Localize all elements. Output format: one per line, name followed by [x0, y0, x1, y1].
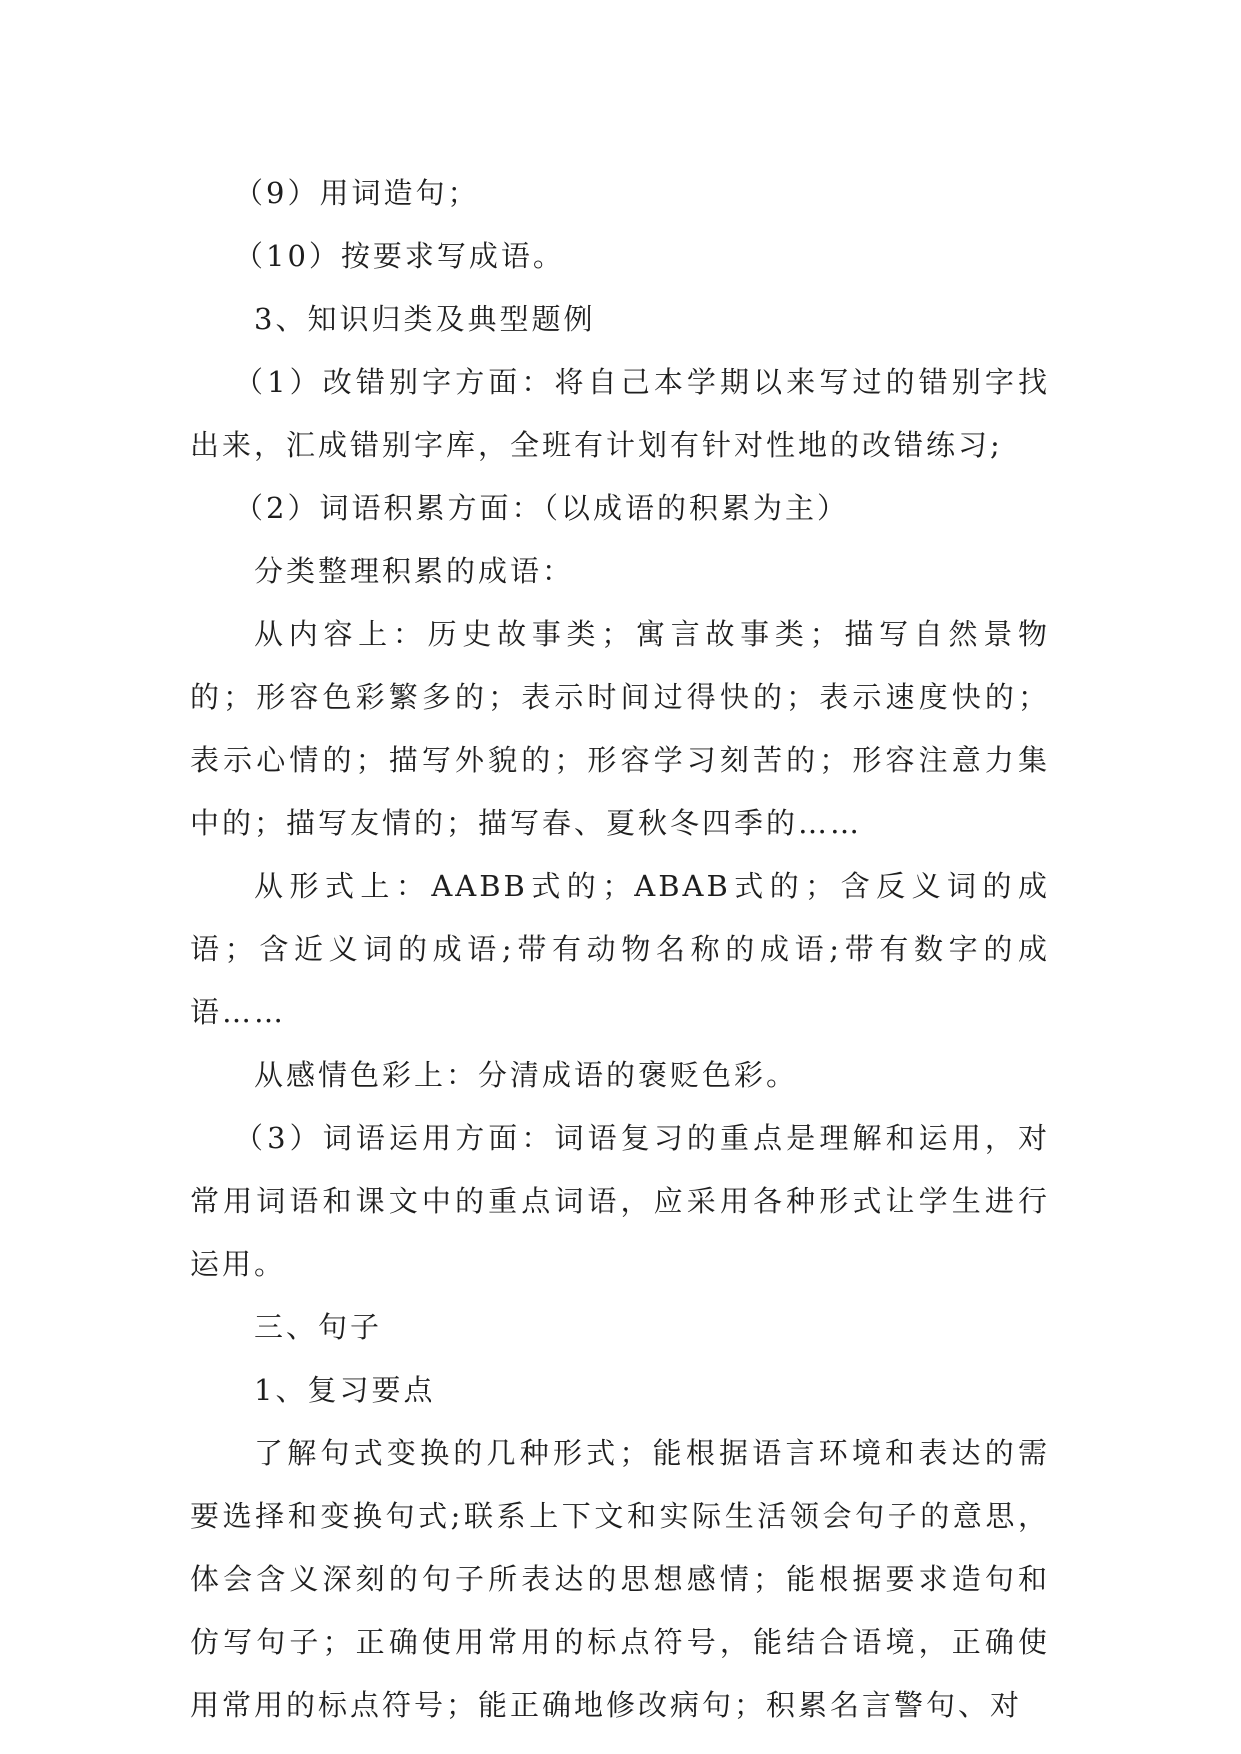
section-heading-review-points: 1、复习要点: [254, 1373, 436, 1407]
paragraph-by-emotion: 从感情色彩上：分清成语的褒贬色彩。: [254, 1058, 799, 1092]
paragraph-item-9: （9）用词造句；: [234, 176, 480, 210]
paragraph-word-usage: （3）词语运用方面：词语复习的重点是理解和运用，对常用词语和课文中的重点词语，应采用各种形式让学生进行运用。: [190, 1121, 1050, 1281]
document-body: [190, 162, 1050, 1737]
paragraph-vocabulary: （2）词语积累方面：（以成语的积累为主）: [234, 491, 849, 525]
paragraph-item-10: （10）按要求写成语。: [234, 239, 565, 273]
paragraph-review-points: 了解句式变换的几种形式；能根据语言环境和表达的需要选择和变换句式;联系上下文和实际生活领会句子的意思，体会含义深刻的句子所表达的思想感情；能根据要求造句和仿写句子；正确使用常用的标点符号，能结合语境，正确使用常用的标点符号；能正确地修改病句；积累名言警句、对: [190, 1436, 1050, 1722]
paragraph-by-form: 从形式上：AABB式的；ABAB式的；含反义词的成语；含近义词的成语;带有动物名称的成语;带有数字的成语……: [190, 869, 1050, 1029]
section-heading-sentences: 三、句子: [254, 1310, 383, 1344]
paragraph-typo-correction: （1）改错别字方面：将自己本学期以来写过的错别字找出来，汇成错别字库，全班有计划有针对性地的改错练习;: [190, 365, 1050, 462]
section-heading-knowledge: 3、知识归类及典型题例: [254, 302, 596, 336]
paragraph-by-content: 从内容上：历史故事类；寓言故事类；描写自然景物的；形容色彩繁多的；表示时间过得快的；表示速度快的；表示心情的；描写外貌的；形容学习刻苦的；形容注意力集中的；描写友情的；描写春、夏秋冬四季的……: [190, 617, 1050, 840]
paragraph-idiom-classify: 分类整理积累的成语：: [254, 554, 575, 588]
